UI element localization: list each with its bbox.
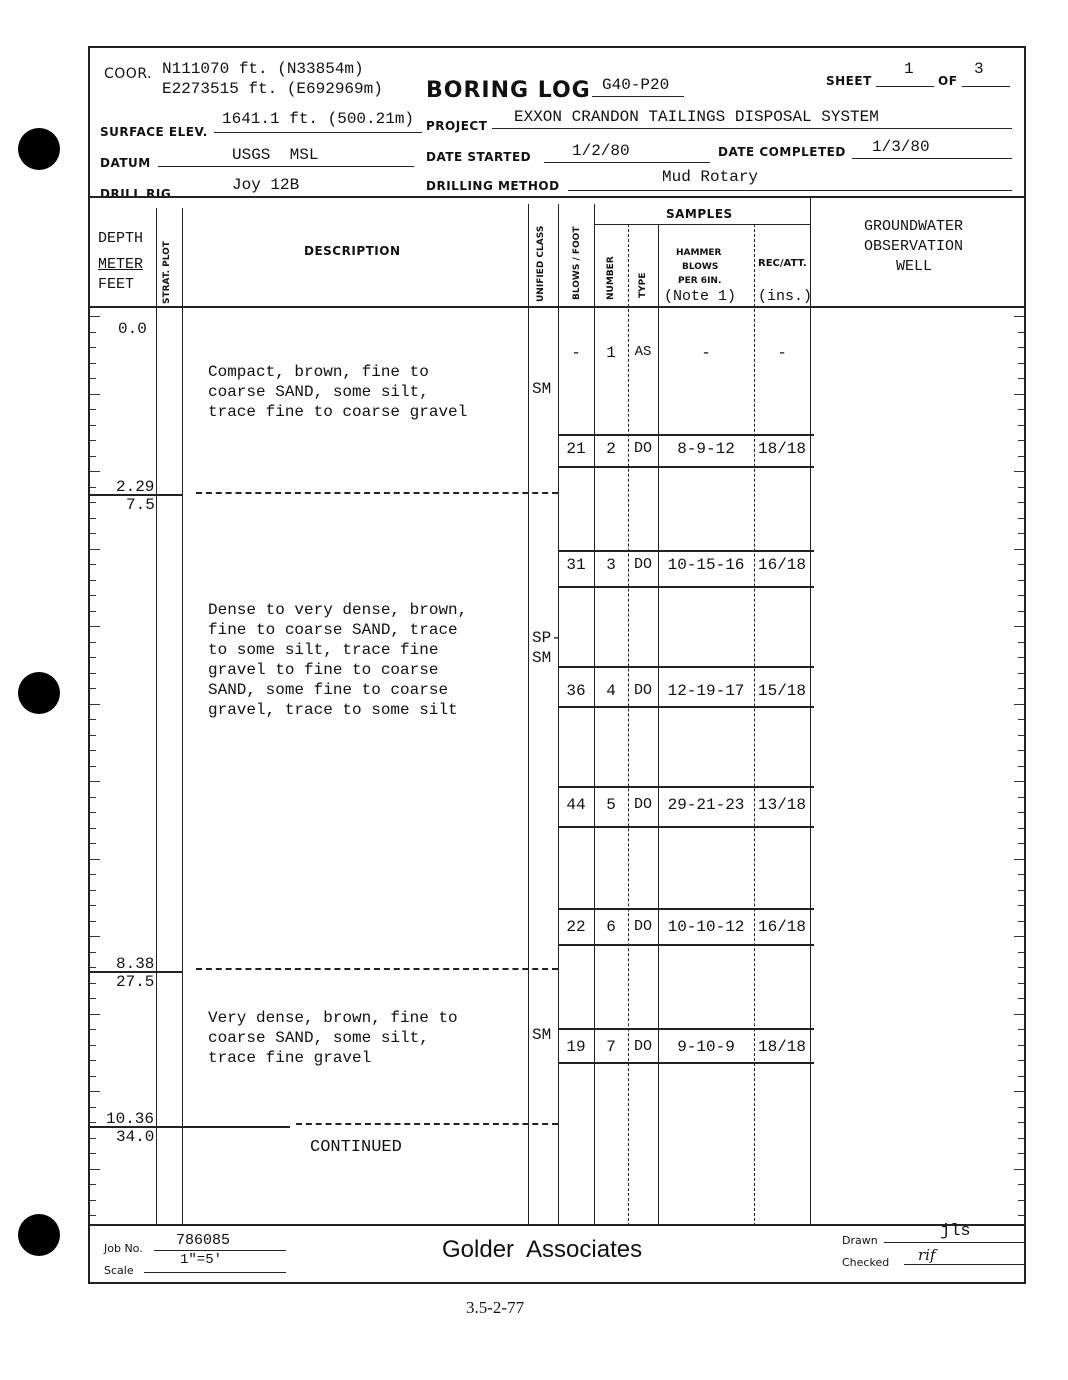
- sample-row: [558, 344, 814, 372]
- depth-tick-left: [90, 316, 100, 317]
- punch-hole-middle: [18, 672, 60, 714]
- project-name: EXXON CRANDON TAILINGS DISPOSAL SYSTEM: [514, 108, 879, 126]
- job-number: 786085: [176, 1232, 231, 1249]
- depth-tick-left: [90, 890, 96, 891]
- depth-tick-right: [1018, 456, 1024, 457]
- depth-0: 0.0: [118, 320, 147, 338]
- sample-hammer: 29-21-23: [667, 796, 745, 814]
- depth-tick-right: [1018, 332, 1024, 333]
- depth-tick-right: [1018, 1029, 1024, 1030]
- depth-tick-right: [1018, 874, 1024, 875]
- depth-tick-left: [90, 363, 96, 364]
- sample-rec: -: [777, 344, 787, 362]
- depth-tick-right: [1018, 518, 1024, 519]
- sample-number: 3: [606, 556, 616, 574]
- depth-tick-right: [1014, 549, 1024, 550]
- depth-tick-right: [1018, 1215, 1024, 1216]
- footer-top-rule: [88, 1224, 1026, 1226]
- sample-blows: 22: [566, 918, 586, 936]
- sheet-number: 1: [904, 60, 914, 78]
- sample-rule: [558, 944, 814, 946]
- depth-tick-left: [90, 983, 96, 984]
- scale-line: [144, 1272, 286, 1273]
- sample-hammer: -: [701, 344, 711, 362]
- depth-meter-1: 2.29: [116, 478, 155, 496]
- depth-tick-right: [1018, 1138, 1024, 1139]
- depth-tick-left: [90, 719, 96, 720]
- ins-header: (ins.): [758, 288, 813, 305]
- col-line-depth: [156, 208, 157, 1226]
- number-header: NUMBER: [606, 256, 616, 300]
- header-bottom-rule: [88, 306, 1026, 308]
- depth-tick-left: [90, 843, 96, 844]
- depth-tick-right: [1018, 843, 1024, 844]
- unified-class-header: UNIFIED CLASS: [536, 225, 546, 302]
- depth-tick-left: [90, 735, 96, 736]
- sample-rule: [558, 550, 814, 552]
- depth-tick-right: [1018, 1184, 1024, 1185]
- depth-tick-right: [1018, 812, 1024, 813]
- date-completed-label: DATE COMPLETED: [718, 145, 846, 159]
- sample-rule: [558, 1028, 814, 1030]
- note-header: (Note 1): [664, 288, 737, 305]
- depth-tick-right: [1018, 440, 1024, 441]
- depth-tick-right: [1018, 952, 1024, 953]
- depth-tick-right: [1018, 983, 1024, 984]
- of-label: OF: [938, 74, 958, 88]
- depth-tick-left: [90, 394, 100, 395]
- depth-tick-left: [90, 967, 96, 968]
- depth-tick-left: [90, 564, 96, 565]
- sample-number: 4: [606, 682, 616, 700]
- depth-tick-left: [90, 471, 100, 472]
- sample-rule: [558, 434, 814, 436]
- depth-tick-right: [1018, 425, 1024, 426]
- depth-tick-left: [90, 936, 100, 937]
- checked-initials: rif: [918, 1246, 936, 1264]
- depth-tick-right: [1018, 719, 1024, 720]
- sample-rule: [558, 706, 814, 708]
- drilling-method: Mud Rotary: [662, 168, 759, 186]
- depth-tick-left: [90, 1200, 96, 1201]
- header-top-rule: [88, 196, 1026, 198]
- depth-tick-left: [90, 874, 96, 875]
- depth-tick-left: [90, 781, 100, 782]
- sample-row: [558, 440, 814, 468]
- date-started: 1/2/80: [572, 142, 630, 160]
- form-title: BORING LOG: [426, 78, 591, 103]
- depth-tick-right: [1014, 394, 1024, 395]
- sample-blows: 31: [566, 556, 586, 574]
- depth-tick-left: [90, 440, 96, 441]
- sample-number: 1: [606, 344, 616, 362]
- depth-tick-left: [90, 1122, 96, 1123]
- sheet-total-line: [962, 86, 1010, 87]
- depth-tick-right: [1014, 1169, 1024, 1170]
- sample-rec: 16/18: [757, 918, 806, 936]
- hammer-header-3: PER 6IN.: [678, 276, 722, 286]
- sample-rec: 13/18: [757, 796, 806, 814]
- depth-tick-right: [1018, 998, 1024, 999]
- surface-elev: 1641.1 ft. (500.21m): [222, 110, 415, 128]
- layer-2-class: SP- SM: [532, 629, 561, 667]
- sample-type: DO: [633, 796, 652, 813]
- depth-meter-3: 10.36: [106, 1110, 155, 1128]
- depth-tick-right: [1018, 611, 1024, 612]
- col-line-strat: [182, 208, 183, 1226]
- depth-tick-left: [90, 533, 96, 534]
- depth-tick-left: [90, 502, 96, 503]
- type-header: TYPE: [638, 272, 648, 298]
- datum-label: DATUM: [100, 156, 151, 170]
- hammer-header-1: HAMMER: [676, 248, 722, 258]
- rec-att-header: REC/ATT.: [758, 258, 807, 269]
- sample-type: DO: [633, 682, 652, 699]
- sample-rule: [558, 786, 814, 788]
- sample-rec: 18/18: [757, 440, 806, 458]
- boundary-3-solid: [90, 1126, 290, 1128]
- depth-tick-left: [90, 921, 96, 922]
- depth-tick-right: [1018, 595, 1024, 596]
- checked-line: [904, 1264, 1026, 1265]
- coor-line2: E2273515 ft. (E692969m): [162, 80, 383, 98]
- page-number: 3.5-2-77: [466, 1298, 525, 1317]
- sample-hammer: 10-15-16: [667, 556, 745, 574]
- sample-number: 5: [606, 796, 616, 814]
- datum-value: USGS MSL: [232, 146, 319, 164]
- depth-tick-right: [1018, 533, 1024, 534]
- drilling-method-label: DRILLING METHOD: [426, 179, 560, 193]
- depth-tick-left: [90, 673, 96, 674]
- drill-rig-label: DRILL RIG: [100, 187, 172, 201]
- sample-rule: [558, 908, 814, 910]
- depth-tick-left: [90, 332, 96, 333]
- depth-feet-3: 34.0: [116, 1128, 155, 1146]
- depth-tick-left: [90, 580, 96, 581]
- job-number-line: [154, 1250, 286, 1251]
- depth-tick-right: [1018, 766, 1024, 767]
- checked-label: Checked: [842, 1256, 890, 1269]
- depth-tick-left: [90, 905, 96, 906]
- depth-tick-left: [90, 549, 100, 550]
- depth-tick-left: [90, 688, 96, 689]
- depth-tick-left: [90, 1091, 100, 1092]
- meter-header: METER: [98, 256, 144, 273]
- sample-type: AS: [634, 344, 652, 360]
- boundary-2-dashed: [196, 968, 558, 970]
- depth-tick-right: [1018, 657, 1024, 658]
- depth-tick-left: [90, 1060, 96, 1061]
- scale-label: Scale: [104, 1264, 134, 1277]
- coor-line1: N111070 ft. (N33854m): [162, 60, 364, 78]
- sample-rec: 16/18: [757, 556, 806, 574]
- hammer-header-2: BLOWS: [682, 262, 719, 272]
- sheet-label: SHEET: [826, 74, 872, 88]
- col-line-number: [628, 224, 629, 1226]
- depth-tick-left: [90, 1076, 96, 1077]
- depth-tick-right: [1018, 487, 1024, 488]
- blows-foot-header: BLOWS / FOOT: [572, 226, 582, 300]
- depth-tick-left: [90, 1138, 96, 1139]
- depth-tick-left: [90, 750, 96, 751]
- depth-tick-right: [1018, 363, 1024, 364]
- feet-header: FEET: [98, 276, 135, 293]
- depth-tick-right: [1018, 828, 1024, 829]
- depth-tick-left: [90, 704, 100, 705]
- depth-tick-right: [1014, 626, 1024, 627]
- depth-tick-left: [90, 347, 96, 348]
- depth-tick-right: [1014, 1091, 1024, 1092]
- company-name: Golder Associates: [442, 1236, 643, 1263]
- depth-tick-left: [90, 1153, 96, 1154]
- sample-blows: 44: [566, 796, 586, 814]
- layer-1-class: SM: [532, 380, 552, 398]
- depth-tick-left: [90, 518, 96, 519]
- sample-type: DO: [633, 556, 652, 573]
- scale-value: 1"=5': [180, 1252, 223, 1268]
- job-label: Job No.: [104, 1242, 143, 1255]
- depth-tick-right: [1018, 580, 1024, 581]
- depth-tick-right: [1018, 921, 1024, 922]
- depth-tick-left: [90, 657, 96, 658]
- depth-tick-right: [1018, 1200, 1024, 1201]
- sample-blows: 21: [566, 440, 586, 458]
- depth-tick-right: [1018, 905, 1024, 906]
- depth-tick-right: [1018, 797, 1024, 798]
- sample-blows: -: [571, 344, 581, 362]
- sample-number: 2: [606, 440, 616, 458]
- depth-header: DEPTH: [98, 230, 144, 247]
- boring-id: G40-P20: [602, 76, 670, 94]
- depth-tick-right: [1014, 316, 1024, 317]
- depth-tick-right: [1018, 1107, 1024, 1108]
- sample-hammer: 9-10-9: [677, 1038, 735, 1056]
- sample-type: DO: [633, 918, 652, 935]
- date-started-label: DATE STARTED: [426, 150, 532, 164]
- gw-header-3: WELL: [896, 258, 933, 275]
- depth-feet-2: 27.5: [116, 973, 155, 991]
- drill-rig: Joy 12B: [232, 176, 300, 194]
- sample-row: [558, 556, 814, 584]
- depth-tick-right: [1018, 1045, 1024, 1046]
- boring-id-line: [592, 96, 684, 97]
- project-label: PROJECT: [426, 119, 488, 133]
- depth-tick-left: [90, 595, 96, 596]
- sample-hammer: 12-19-17: [667, 682, 745, 700]
- depth-meter-2: 8.38: [116, 955, 155, 973]
- depth-tick-right: [1018, 967, 1024, 968]
- boundary-3-dashed: [296, 1123, 558, 1125]
- strat-plot-header: STRAT. PLOT: [162, 241, 172, 304]
- boundary-1-solid: [90, 494, 182, 496]
- depth-tick-right: [1014, 1014, 1024, 1015]
- depth-tick-right: [1014, 859, 1024, 860]
- col-line-desc: [528, 204, 529, 1226]
- depth-feet-1: 7.5: [126, 496, 155, 514]
- sheet-total: 3: [974, 60, 984, 78]
- depth-tick-left: [90, 812, 96, 813]
- depth-tick-left: [90, 1215, 96, 1216]
- sample-blows: 36: [566, 682, 586, 700]
- sample-rule: [558, 826, 814, 828]
- punch-hole-bottom: [18, 1214, 60, 1256]
- date-completed: 1/3/80: [872, 138, 930, 156]
- depth-tick-left: [90, 952, 96, 953]
- depth-tick-left: [90, 797, 96, 798]
- depth-tick-left: [90, 1169, 100, 1170]
- depth-tick-right: [1018, 1153, 1024, 1154]
- depth-tick-left: [90, 1107, 96, 1108]
- depth-tick-left: [90, 1029, 96, 1030]
- boundary-2-solid: [90, 971, 182, 973]
- depth-tick-right: [1018, 347, 1024, 348]
- gw-header-1: GROUNDWATER: [864, 218, 964, 235]
- drilling-method-line: [568, 190, 1012, 191]
- layer-2-description: Dense to very dense, brown, fine to coarse SAND, trace to some silt, trace fine gravel to fine to coarse SAND, some fine to coarse gravel, trace to some silt: [208, 601, 468, 719]
- depth-tick-right: [1014, 471, 1024, 472]
- sample-type: DO: [633, 440, 652, 457]
- sample-rule: [558, 466, 814, 468]
- date-completed-line: [852, 158, 1012, 159]
- depth-tick-left: [90, 456, 96, 457]
- depth-tick-right: [1018, 409, 1024, 410]
- depth-tick-left: [90, 626, 100, 627]
- sample-number: 7: [606, 1038, 616, 1056]
- depth-tick-right: [1018, 1076, 1024, 1077]
- samples-header: SAMPLES: [666, 207, 733, 221]
- gw-header-2: OBSERVATION: [864, 238, 964, 255]
- depth-tick-left: [90, 409, 96, 410]
- sample-hammer: 10-10-12: [667, 918, 745, 936]
- depth-tick-left: [90, 859, 100, 860]
- surface-elev-line: [214, 132, 422, 133]
- sample-rule: [558, 586, 814, 588]
- depth-tick-right: [1018, 378, 1024, 379]
- boundary-1-dashed: [196, 492, 558, 494]
- datum-line: [158, 166, 414, 167]
- description-header: DESCRIPTION: [304, 244, 401, 258]
- date-started-line: [544, 162, 710, 163]
- depth-tick-right: [1018, 1122, 1024, 1123]
- depth-tick-left: [90, 642, 96, 643]
- sample-row: [558, 918, 814, 946]
- drawn-initials: jls: [940, 1222, 971, 1241]
- depth-tick-right: [1018, 890, 1024, 891]
- depth-tick-right: [1014, 781, 1024, 782]
- layer-3-description: Very dense, brown, fine to coarse SAND, some silt, trace fine gravel: [208, 1009, 458, 1067]
- depth-tick-right: [1018, 1060, 1024, 1061]
- coor-label: COOR.: [104, 66, 152, 82]
- depth-tick-right: [1014, 704, 1024, 705]
- drawn-line: [884, 1242, 1026, 1243]
- depth-tick-left: [90, 378, 96, 379]
- drawn-label: Drawn: [842, 1234, 878, 1247]
- punch-hole-top: [18, 128, 60, 170]
- sample-type: DO: [633, 1038, 652, 1055]
- depth-tick-right: [1018, 673, 1024, 674]
- sample-row: [558, 796, 814, 824]
- sheet-number-line: [876, 86, 934, 87]
- layer-3-class: SM: [532, 1026, 552, 1044]
- depth-tick-right: [1018, 642, 1024, 643]
- depth-tick-right: [1018, 735, 1024, 736]
- depth-tick-left: [90, 1184, 96, 1185]
- sample-rule: [558, 666, 814, 668]
- depth-tick-left: [90, 487, 96, 488]
- continued-label: CONTINUED: [310, 1138, 402, 1157]
- col-line-hammer: [754, 224, 755, 1226]
- sample-number: 6: [606, 918, 616, 936]
- depth-tick-left: [90, 611, 96, 612]
- depth-tick-right: [1018, 564, 1024, 565]
- depth-tick-right: [1018, 750, 1024, 751]
- surface-elev-label: SURFACE ELEV.: [100, 125, 208, 139]
- sample-rec: 15/18: [757, 682, 806, 700]
- sample-rec: 18/18: [757, 1038, 806, 1056]
- project-line: [492, 128, 1012, 129]
- depth-tick-left: [90, 766, 96, 767]
- depth-tick-left: [90, 1014, 100, 1015]
- sample-hammer: 8-9-12: [677, 440, 735, 458]
- col-line-type: [658, 224, 659, 1226]
- sample-rule: [558, 1062, 814, 1064]
- depth-tick-right: [1018, 688, 1024, 689]
- depth-tick-left: [90, 425, 96, 426]
- depth-tick-left: [90, 828, 96, 829]
- layer-1-description: Compact, brown, fine to coarse SAND, some silt, trace fine to coarse gravel: [208, 363, 468, 421]
- sample-blows: 19: [566, 1038, 586, 1056]
- samples-subrule: [594, 224, 810, 225]
- depth-tick-right: [1018, 502, 1024, 503]
- depth-tick-left: [90, 998, 96, 999]
- depth-tick-left: [90, 1045, 96, 1046]
- depth-tick-right: [1014, 936, 1024, 937]
